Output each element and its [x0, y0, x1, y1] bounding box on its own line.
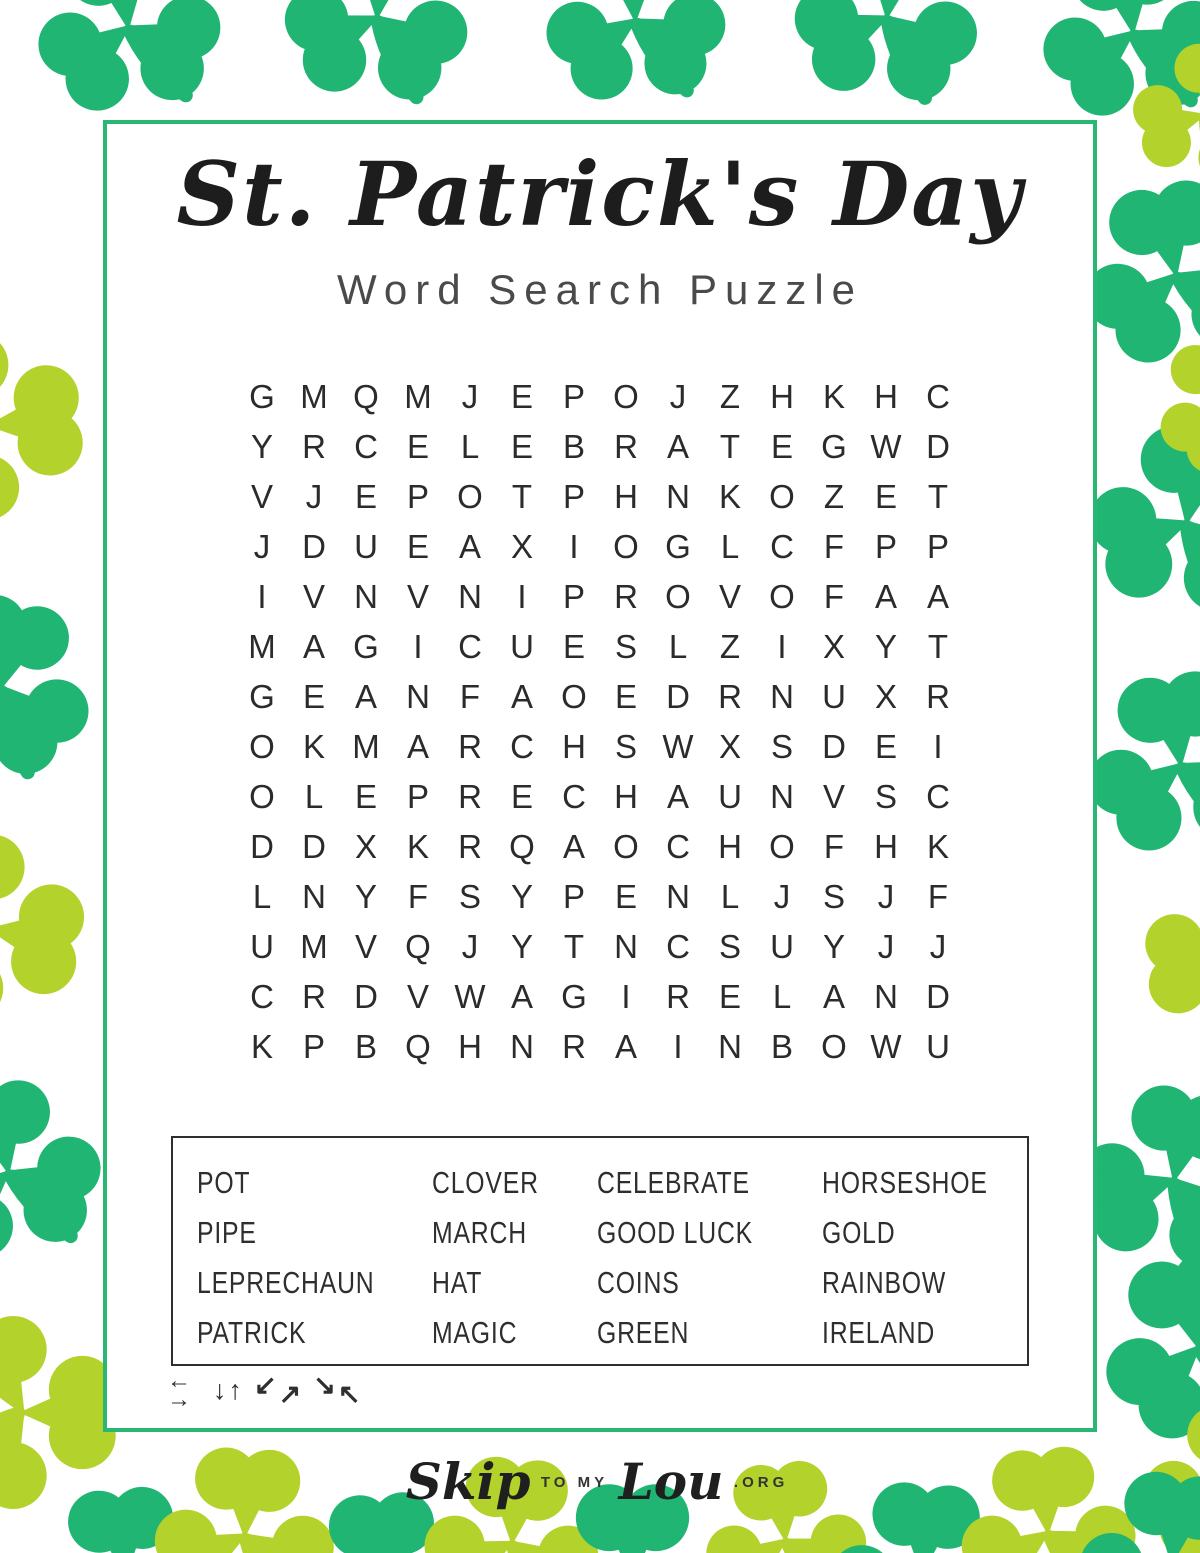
grid-cell: J	[929, 928, 947, 965]
grid-cell: A	[666, 778, 689, 815]
grid-cell: Y	[354, 878, 377, 915]
grid-cell: A	[510, 678, 533, 715]
grid-cell: N	[770, 778, 794, 815]
grid-cell: M	[404, 378, 432, 415]
grid-cell: H	[458, 1028, 482, 1065]
grid-cell: U	[354, 528, 378, 565]
grid-cell: G	[249, 378, 275, 415]
grid-cell: I	[777, 628, 787, 665]
word-bank-item: LEPRECHAUN	[197, 1265, 375, 1300]
grid-cell: E	[406, 528, 429, 565]
grid-cell: I	[517, 578, 527, 615]
grid-cell: F	[407, 878, 429, 915]
grid-cell: Z	[719, 378, 741, 415]
grid-cell: S	[718, 928, 741, 965]
grid-cell: Y	[874, 628, 897, 665]
grid-cell: X	[718, 728, 741, 765]
shamrock-icon	[1112, 840, 1200, 1071]
grid-cell: A	[458, 528, 481, 565]
grid-cell: A	[510, 978, 533, 1015]
grid-cell: V	[250, 478, 273, 515]
grid-cell: P	[406, 478, 429, 515]
grid-cell: E	[510, 428, 533, 465]
puzzle-card	[103, 120, 1097, 1432]
grid-cell: C	[250, 978, 274, 1015]
grid-cell: P	[562, 578, 585, 615]
grid-cell: E	[406, 428, 429, 465]
grid-cell: Y	[510, 878, 533, 915]
grid-cell: I	[673, 1028, 683, 1065]
grid-cell: E	[510, 778, 533, 815]
logo-org: .ORG	[733, 1474, 789, 1491]
grid-cell: E	[302, 678, 325, 715]
grid-cell: R	[614, 428, 638, 465]
word-bank-column	[822, 1158, 1027, 1358]
grid-cell: O	[561, 678, 587, 715]
grid-cell: Q	[405, 1028, 431, 1065]
grid-cell: K	[718, 478, 741, 515]
grid-cell: D	[250, 828, 274, 865]
grid-cell: V	[406, 578, 429, 615]
grid-cell: D	[354, 978, 378, 1015]
word-bank-item: GOLD	[822, 1215, 896, 1250]
grid-cell: J	[461, 378, 479, 415]
grid-cell: E	[614, 878, 637, 915]
grid-cell: M	[300, 378, 328, 415]
grid-cell: P	[926, 528, 949, 565]
page-title: St. Patrick's Day	[176, 142, 1024, 246]
grid-cell: P	[874, 528, 897, 565]
grid-cell: O	[613, 828, 639, 865]
grid-cell: R	[614, 578, 638, 615]
grid-cell: O	[769, 578, 795, 615]
grid-cell: E	[354, 478, 377, 515]
shamrock-icon	[779, 0, 995, 116]
grid-cell: R	[718, 678, 742, 715]
grid-cell: Z	[823, 478, 845, 515]
grid-cell: E	[614, 678, 637, 715]
grid-cell: J	[877, 928, 895, 965]
grid-cell: K	[250, 1028, 273, 1065]
grid-cell: C	[354, 428, 378, 465]
grid-cell: H	[874, 378, 898, 415]
grid-cell: E	[874, 728, 897, 765]
grid-cell: A	[562, 828, 585, 865]
grid-cell: R	[458, 778, 482, 815]
grid-cell: C	[770, 528, 794, 565]
grid-cell: H	[874, 828, 898, 865]
direction-arrow-icon: ↑	[228, 1374, 242, 1405]
grid-cell: C	[510, 728, 534, 765]
grid-cell: R	[302, 428, 326, 465]
grid-cell: S	[458, 878, 481, 915]
grid-cell: U	[250, 928, 274, 965]
grid-cell: P	[302, 1028, 325, 1065]
grid-cell: N	[666, 878, 690, 915]
grid-cell: N	[406, 678, 430, 715]
grid-cell: J	[253, 528, 271, 565]
grid-cell: I	[621, 978, 631, 1015]
grid-cell: I	[569, 528, 579, 565]
direction-arrow-icon: ←	[167, 1367, 191, 1394]
grid-cell: G	[249, 678, 275, 715]
grid-cell: I	[257, 578, 267, 615]
word-bank-item: HAT	[432, 1265, 483, 1300]
grid-cell: W	[662, 728, 694, 765]
grid-cell: H	[770, 378, 794, 415]
logo-to-my: TO MY	[540, 1474, 609, 1491]
grid-cell: F	[823, 528, 845, 565]
grid-cell: X	[822, 628, 845, 665]
direction-arrow-icon: ↖	[337, 1378, 361, 1409]
grid-cell: R	[562, 1028, 586, 1065]
direction-arrow-icon: ↗	[278, 1378, 302, 1409]
grid-cell: R	[302, 978, 326, 1015]
arrow-group	[313, 1369, 361, 1409]
direction-arrow-icon: ↙	[254, 1369, 277, 1400]
grid-cell: D	[926, 428, 950, 465]
grid-cell: L	[252, 878, 272, 915]
grid-cell: A	[666, 428, 689, 465]
grid-cell: V	[354, 928, 377, 965]
grid-cell: B	[562, 428, 585, 465]
word-bank-column	[197, 1158, 432, 1358]
word-bank-item: POT	[197, 1165, 251, 1200]
logo-skip: Skip	[405, 1452, 531, 1511]
grid-cell: S	[770, 728, 793, 765]
logo-lou: Lou	[618, 1452, 724, 1511]
grid-cell: D	[302, 828, 326, 865]
grid-cell: S	[614, 728, 637, 765]
grid-cell: V	[302, 578, 325, 615]
arrow-group	[167, 1367, 201, 1414]
grid-cell: N	[354, 578, 378, 615]
direction-arrow-icon: ↓	[213, 1374, 227, 1405]
grid-cell: E	[718, 978, 741, 1015]
grid-cell: T	[511, 478, 533, 515]
word-bank-item: MAGIC	[432, 1315, 518, 1350]
grid-cell: C	[666, 828, 690, 865]
grid-cell: I	[413, 628, 423, 665]
grid-cell: N	[458, 578, 482, 615]
grid-cell: O	[769, 828, 795, 865]
grid-cell: H	[614, 478, 638, 515]
grid-cell: B	[770, 1028, 793, 1065]
grid-cell: T	[927, 478, 949, 515]
letter-grid	[236, 372, 964, 1072]
grid-cell: F	[823, 828, 845, 865]
grid-cell: U	[926, 1028, 950, 1065]
grid-cell: O	[613, 378, 639, 415]
grid-cell: V	[822, 778, 845, 815]
shamrock-icon	[0, 815, 106, 1045]
grid-cell: U	[822, 678, 846, 715]
grid-cell: N	[718, 1028, 742, 1065]
grid-cell: C	[562, 778, 586, 815]
grid-cell: O	[769, 478, 795, 515]
grid-cell: M	[300, 928, 328, 965]
word-bank-item: COINS	[597, 1265, 680, 1300]
direction-arrows	[167, 1367, 361, 1414]
grid-cell: W	[870, 1028, 902, 1065]
grid-cell: G	[821, 428, 847, 465]
grid-cell: O	[665, 578, 691, 615]
grid-cell: D	[822, 728, 846, 765]
grid-cell: M	[352, 728, 380, 765]
grid-cell: O	[249, 728, 275, 765]
word-bank-item: PATRICK	[197, 1315, 307, 1350]
shamrock-icon	[18, 0, 237, 128]
grid-cell: I	[933, 728, 943, 765]
grid-cell: K	[406, 828, 429, 865]
grid-cell: S	[614, 628, 637, 665]
grid-cell: Y	[250, 428, 273, 465]
page-subtitle: Word Search Puzzle	[336, 266, 864, 313]
grid-cell: H	[718, 828, 742, 865]
grid-cell: H	[562, 728, 586, 765]
shamrock-icon	[0, 317, 98, 533]
grid-cell: U	[770, 928, 794, 965]
grid-cell: L	[720, 528, 740, 565]
grid-cell: Q	[405, 928, 431, 965]
grid-cell: L	[772, 978, 792, 1015]
grid-cell: D	[666, 678, 690, 715]
grid-cell: L	[460, 428, 480, 465]
grid-cell: K	[822, 378, 845, 415]
word-bank-item: CLOVER	[432, 1165, 539, 1200]
arrow-group	[213, 1375, 242, 1406]
grid-cell: A	[926, 578, 949, 615]
grid-cell: P	[562, 378, 585, 415]
word-bank-column	[432, 1158, 597, 1358]
grid-cell: N	[770, 678, 794, 715]
grid-cell: A	[822, 978, 845, 1015]
grid-cell: F	[459, 678, 481, 715]
grid-cell: C	[926, 378, 950, 415]
grid-cell: W	[870, 428, 902, 465]
grid-cell: Q	[353, 378, 379, 415]
grid-cell: G	[353, 628, 379, 665]
grid-cell: P	[562, 478, 585, 515]
grid-cell: O	[457, 478, 483, 515]
grid-cell: E	[770, 428, 793, 465]
grid-cell: S	[822, 878, 845, 915]
grid-cell: G	[561, 978, 587, 1015]
grid-cell: L	[304, 778, 324, 815]
shamrock-icon	[534, 0, 736, 112]
grid-cell: N	[874, 978, 898, 1015]
grid-cell: D	[302, 528, 326, 565]
grid-cell: A	[302, 628, 325, 665]
grid-cell: X	[354, 828, 377, 865]
grid-cell: E	[510, 378, 533, 415]
grid-cell: V	[406, 978, 429, 1015]
arrow-group	[254, 1369, 302, 1409]
direction-arrow-icon: →	[167, 1386, 191, 1414]
grid-cell: P	[406, 778, 429, 815]
grid-cell: V	[718, 578, 741, 615]
grid-cell: K	[302, 728, 325, 765]
grid-cell: A	[406, 728, 429, 765]
grid-cell: W	[454, 978, 486, 1015]
grid-cell: F	[823, 578, 845, 615]
grid-cell: J	[773, 878, 791, 915]
grid-cell: N	[302, 878, 326, 915]
grid-cell: Y	[510, 928, 533, 965]
word-bank-item: HORSESHOE	[822, 1165, 988, 1200]
grid-cell: A	[354, 678, 377, 715]
word-bank-column	[597, 1158, 822, 1358]
grid-cell: C	[458, 628, 482, 665]
word-bank-item: CELEBRATE	[597, 1165, 750, 1200]
grid-cell: J	[461, 928, 479, 965]
shamrock-icon	[271, 0, 484, 115]
grid-cell: S	[874, 778, 897, 815]
grid-cell: Y	[822, 928, 845, 965]
grid-cell: J	[669, 378, 687, 415]
direction-arrow-icon: ↘	[313, 1369, 336, 1400]
grid-cell: G	[665, 528, 691, 565]
word-bank-item: RAINBOW	[822, 1265, 947, 1300]
grid-cell: R	[458, 728, 482, 765]
grid-cell: F	[927, 878, 949, 915]
word-bank-box	[171, 1136, 1029, 1366]
word-bank-item: IRELAND	[822, 1315, 936, 1350]
grid-cell: N	[510, 1028, 534, 1065]
word-bank-item: MARCH	[432, 1215, 527, 1250]
grid-cell: C	[666, 928, 690, 965]
grid-cell: C	[926, 778, 950, 815]
grid-cell: O	[249, 778, 275, 815]
grid-cell: Q	[509, 828, 535, 865]
grid-cell: T	[563, 928, 585, 965]
grid-cell: B	[354, 1028, 377, 1065]
grid-cell: H	[614, 778, 638, 815]
grid-cell: E	[354, 778, 377, 815]
grid-cell: L	[720, 878, 740, 915]
grid-cell: N	[666, 478, 690, 515]
grid-cell: R	[458, 828, 482, 865]
grid-cell: N	[614, 928, 638, 965]
grid-cell: O	[613, 528, 639, 565]
grid-cell: J	[305, 478, 323, 515]
grid-cell: T	[719, 428, 741, 465]
grid-cell: E	[874, 478, 897, 515]
grid-cell: M	[248, 628, 276, 665]
grid-cell: O	[821, 1028, 847, 1065]
word-bank-item: GREEN	[597, 1315, 690, 1350]
grid-cell: Z	[719, 628, 741, 665]
footer-logo	[0, 1452, 1200, 1511]
grid-cell: U	[510, 628, 534, 665]
grid-cell: J	[877, 878, 895, 915]
grid-cell: D	[926, 978, 950, 1015]
grid-cell: U	[718, 778, 742, 815]
grid-cell: R	[926, 678, 950, 715]
grid-cell: P	[562, 878, 585, 915]
grid-cell: A	[874, 578, 897, 615]
grid-cell: T	[927, 628, 949, 665]
grid-cell: L	[668, 628, 688, 665]
word-bank	[173, 1138, 1027, 1358]
word-bank-item: PIPE	[197, 1215, 257, 1250]
grid-cell: E	[562, 628, 585, 665]
grid-cell: X	[510, 528, 533, 565]
grid-cell: X	[874, 678, 897, 715]
grid-cell: K	[926, 828, 949, 865]
word-bank-item: GOOD LUCK	[597, 1215, 754, 1250]
grid-cell: R	[666, 978, 690, 1015]
grid-cell: A	[614, 1028, 637, 1065]
